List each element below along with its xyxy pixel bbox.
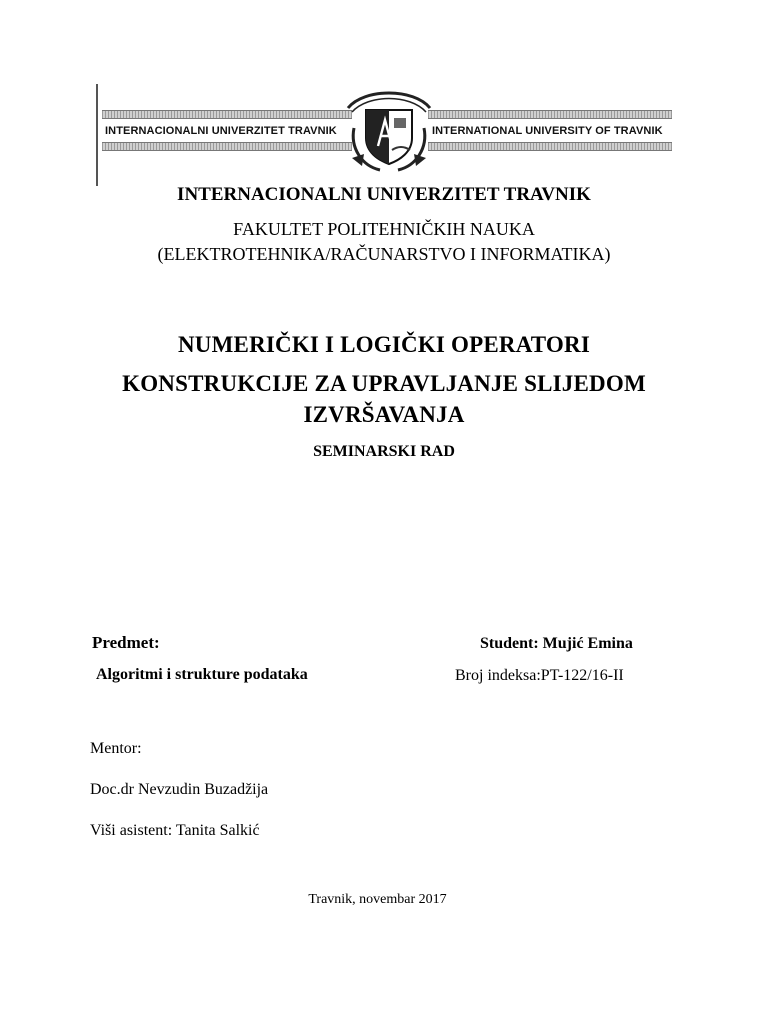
document-title-line3: IZVRŠAVANJA — [303, 402, 465, 427]
assistant-name: Viši asistent: Tanita Salkić — [90, 822, 260, 839]
document-type: SEMINARSKI RAD — [313, 443, 455, 460]
banner-band — [102, 142, 352, 151]
student-name: Student: Mujić Emina — [480, 635, 633, 652]
banner-right-text: INTERNATIONAL UNIVERSITY OF TRAVNIK — [432, 125, 663, 137]
mentor-label: Mentor: — [90, 740, 142, 757]
student-index: Broj indeksa:PT-122/16-II — [455, 667, 624, 684]
document-title-line2: KONSTRUKCIJE ZA UPRAVLJANJE SLIJEDOM — [122, 371, 646, 396]
document-title-line1: NUMERIČKI I LOGIČKI OPERATORI — [178, 332, 590, 357]
university-name: INTERNACIONALNI UNIVERZITET TRAVNIK — [177, 184, 591, 205]
mentor-name: Doc.dr Nevzudin Buzadžija — [90, 781, 269, 798]
banner-left-text: INTERNACIONALNI UNIVERZITET TRAVNIK — [105, 125, 337, 137]
subject-value: Algoritmi i strukture podataka — [96, 666, 308, 683]
place-date: Travnik, novembar 2017 — [308, 892, 447, 907]
margin-line — [96, 84, 98, 186]
banner-band — [428, 142, 672, 151]
faculty-departments: (ELEKTROTEHNIKA/RAČUNARSTVO I INFORMATIKA) — [157, 244, 611, 264]
subject-label: Predmet: — [92, 633, 160, 652]
banner-band — [428, 110, 672, 119]
banner-band — [102, 110, 352, 119]
university-crest-icon — [344, 88, 434, 172]
faculty-name: FAKULTET POLITEHNIČKIH NAUKA — [233, 219, 535, 239]
